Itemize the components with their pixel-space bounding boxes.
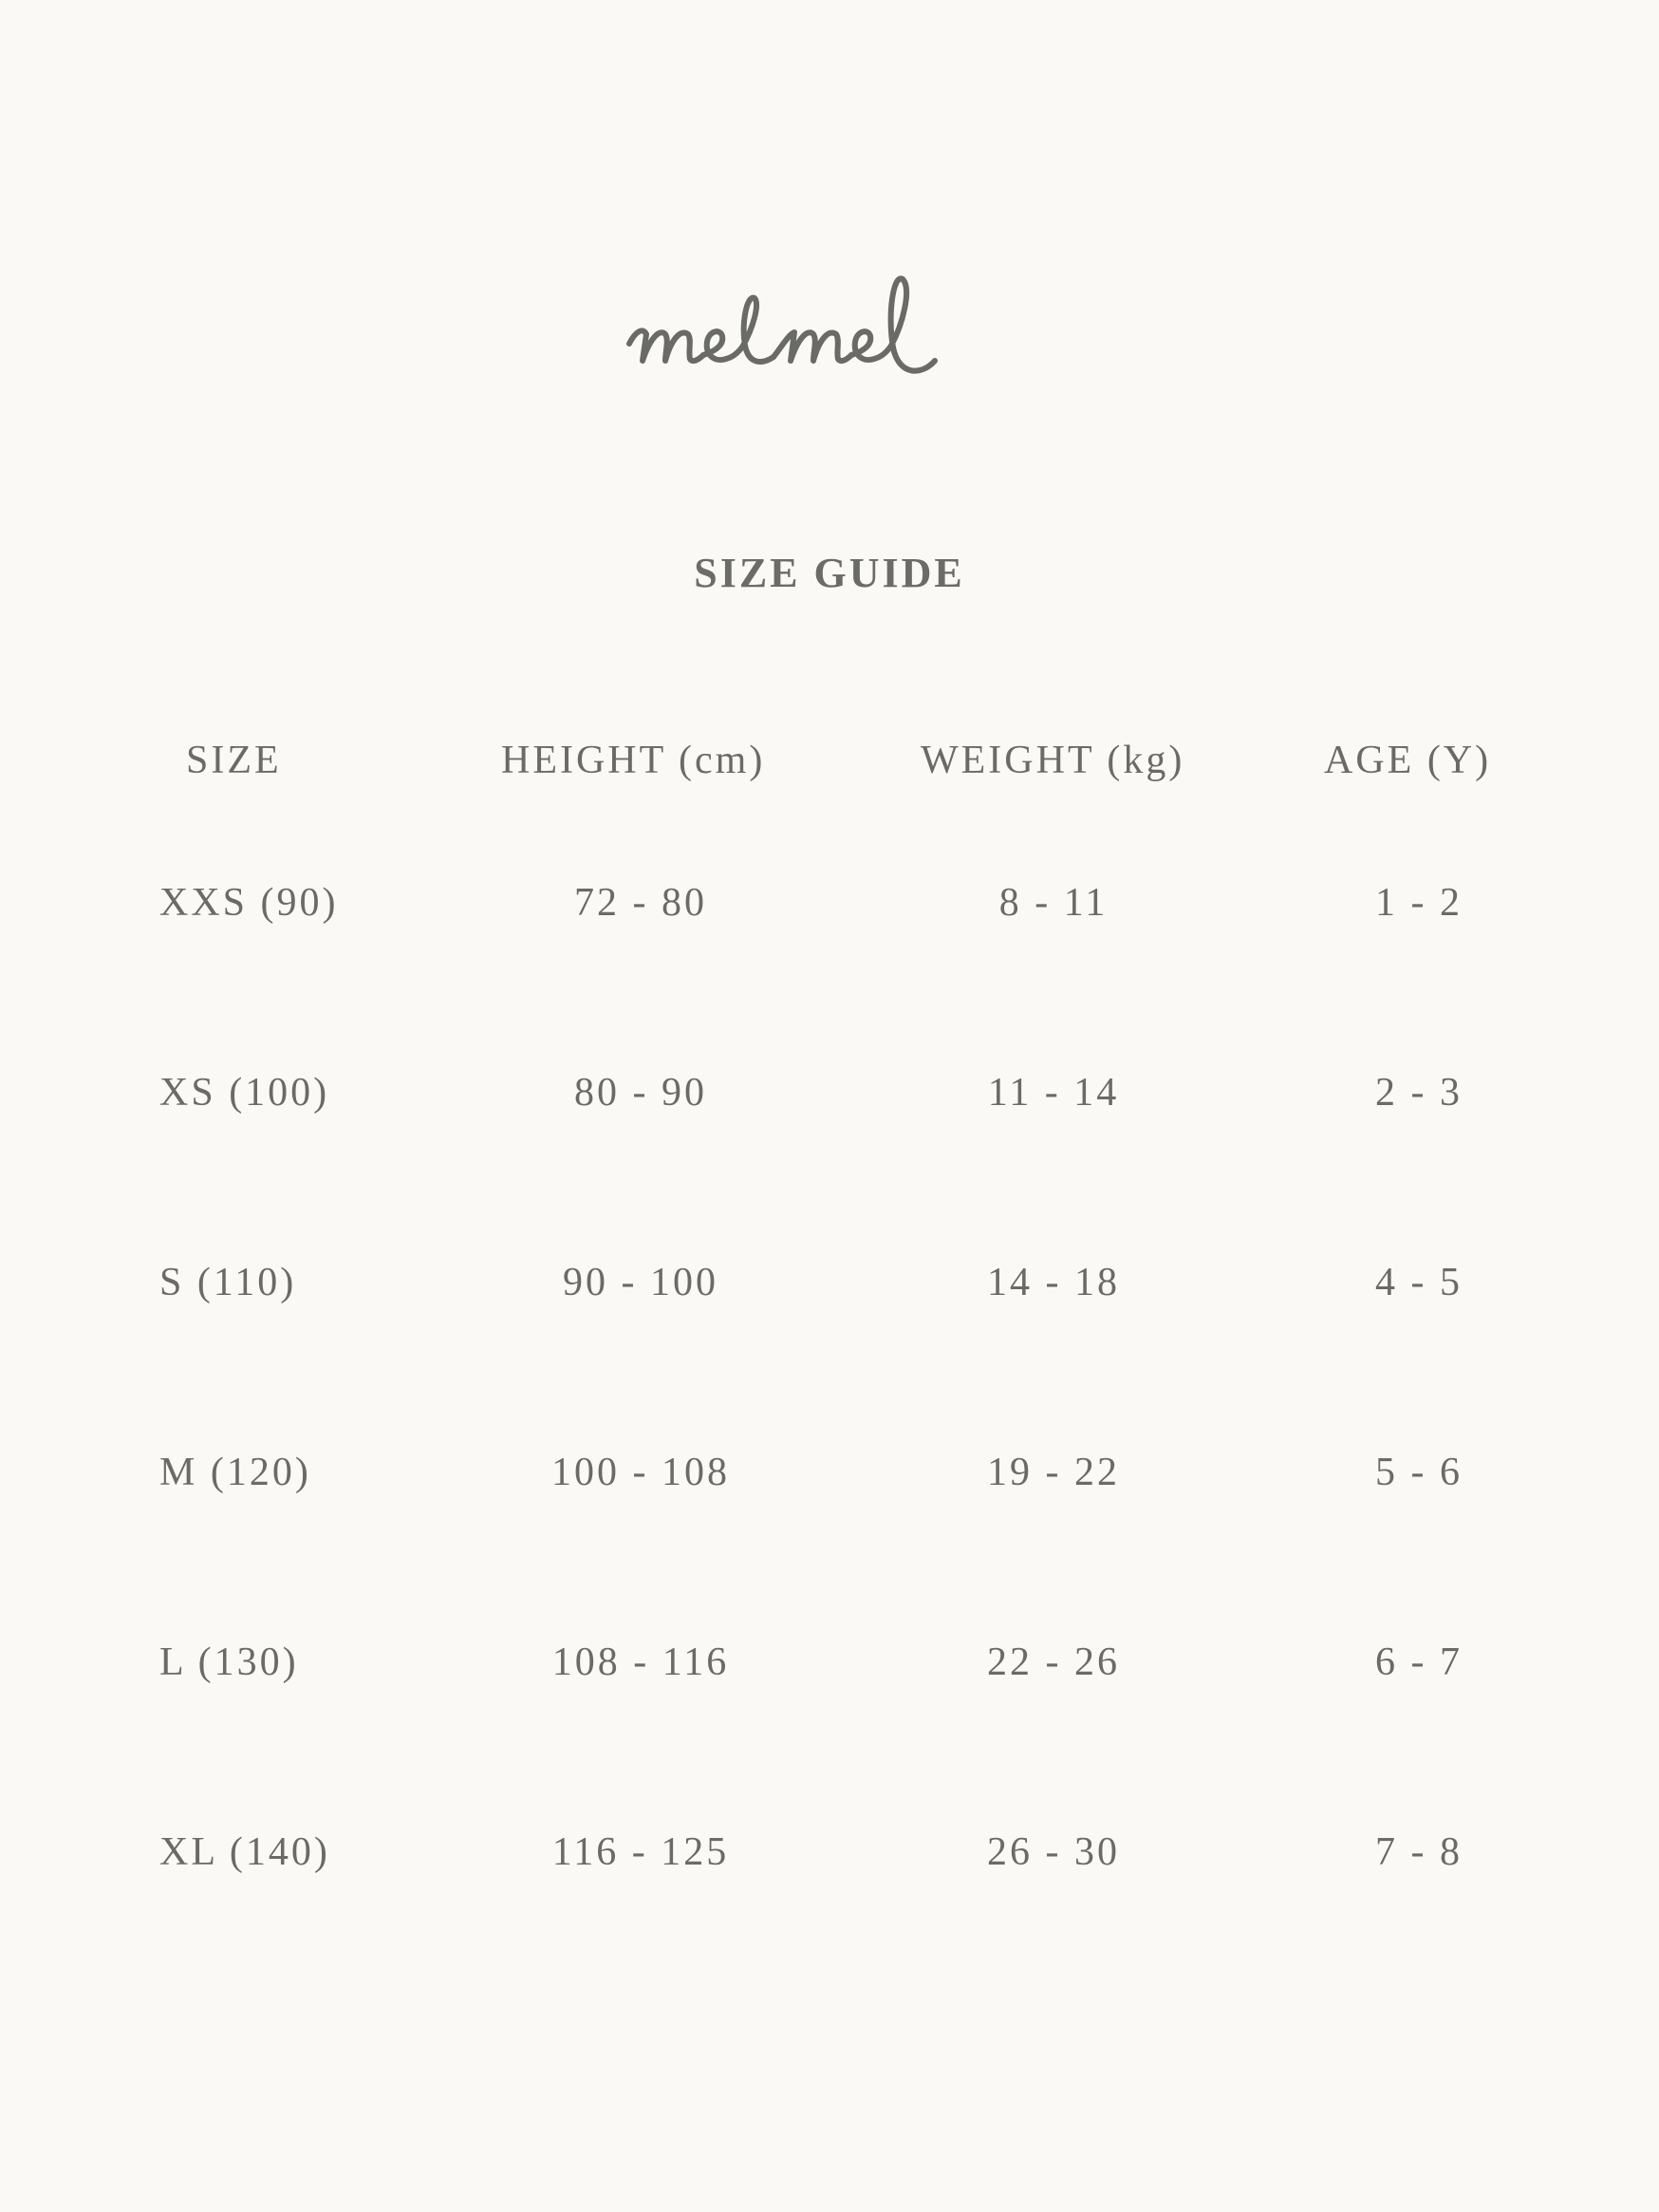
cell-height: 108 - 116: [551, 1640, 730, 1684]
cell-height: 100 - 108: [551, 1451, 730, 1494]
cell-age: 6 - 7: [1375, 1640, 1463, 1684]
cell-age: 4 - 5: [1375, 1261, 1463, 1304]
cell-size: XL (140): [159, 1830, 330, 1874]
cell-age: 5 - 6: [1375, 1451, 1463, 1494]
cell-size: M (120): [159, 1451, 311, 1494]
cell-age: 1 - 2: [1375, 881, 1463, 925]
cell-size: XXS (90): [159, 881, 339, 925]
cell-size: L (130): [159, 1640, 299, 1684]
page-title: SIZE GUIDE: [694, 550, 965, 596]
cell-weight: 11 - 14: [987, 1071, 1120, 1115]
cell-age: 2 - 3: [1375, 1071, 1463, 1115]
melmel-logo-script: [622, 266, 1039, 389]
cell-height: 116 - 125: [551, 1830, 730, 1874]
header-age: AGE (Y): [1324, 739, 1492, 782]
cell-size: XS (100): [159, 1071, 330, 1115]
cell-weight: 8 - 11: [998, 881, 1109, 925]
cell-height: 80 - 90: [574, 1071, 707, 1115]
header-size: SIZE: [186, 739, 282, 782]
header-weight: WEIGHT (kg): [921, 739, 1185, 782]
brand-logo: [622, 266, 1039, 389]
cell-weight: 26 - 30: [987, 1830, 1120, 1874]
cell-age: 7 - 8: [1375, 1830, 1463, 1874]
header-height: HEIGHT (cm): [501, 739, 766, 782]
cell-height: 72 - 80: [574, 881, 707, 925]
cell-weight: 14 - 18: [987, 1261, 1120, 1304]
cell-weight: 22 - 26: [987, 1640, 1120, 1684]
cell-size: S (110): [159, 1261, 297, 1304]
cell-height: 90 - 100: [563, 1261, 718, 1304]
cell-weight: 19 - 22: [987, 1451, 1120, 1494]
